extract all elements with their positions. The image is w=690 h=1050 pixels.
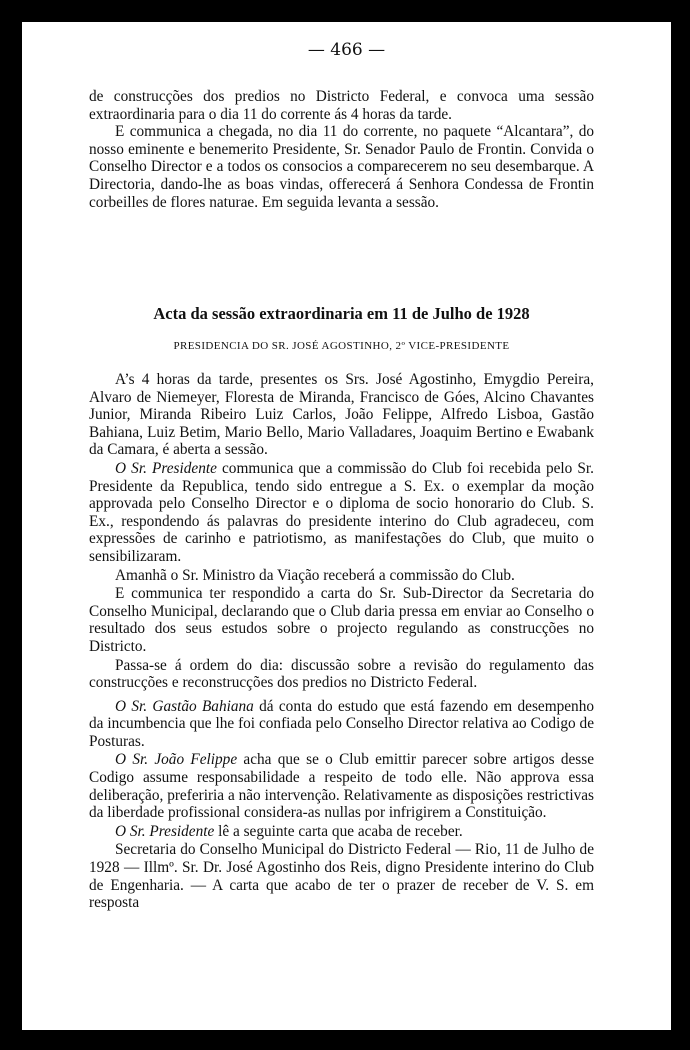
minutes-body bbox=[89, 371, 594, 913]
paragraph: E communica a chegada, no dia 11 do corrente, no paquete “Alcantara”, do nosso eminente e benemerito Presidente, Sr. Senador Paulo de Frontin. Convida o Conselho Director e a todos os consocios a comparecerem no seu desembarque. A Directoria, dando-lhe as boas vindas, offerecerá á Senhora Condessa de Frontin corbeilles de flores naturae. Em seguida levanta a sessão. bbox=[89, 123, 594, 211]
document-page bbox=[22, 22, 671, 1030]
paragraph: O Sr. João Felippe acha que se o Club emittir parecer sobre artigos desse Codigo assume responsabilidade a respeito de todo elle. Não approva essa deliberação, preferiria a não intervenção. Relativamente as disposições restrictivas da liberdade profissional considera-as nullas por infrigirem a Constituição. bbox=[89, 751, 594, 822]
paragraph: de construcções dos predios no Districto Federal, e convoca uma sessão extraordinaria para o dia 11 do corrente ás 4 horas da tarde. bbox=[89, 88, 594, 123]
paragraph: O Sr. Presidente lê a seguinte carta que acaba de receber. bbox=[115, 822, 463, 840]
paragraph: Amanhã o Sr. Ministro da Viação receberá a commissão do Club. bbox=[115, 566, 515, 584]
paragraph: O Sr. Gastão Bahiana dá conta do estudo que está fazendo em desempenho da incumbencia que lhe foi confiada pelo Conselho Director relativa ao Codigo de Posturas. bbox=[89, 697, 594, 750]
paragraph: E communica ter respondido a carta do Sr. Sub-Director da Secretaria do Conselho Municipal, declarando que o Club daria pressa em enviar ao Conselho o resultado dos seus estudos sobre o projecto regulando as construcções no Districto. bbox=[89, 585, 594, 655]
section-subtitle: PRESIDENCIA DO SR. JOSÉ AGOSTINHO, 2º VICE-PRESIDENTE bbox=[173, 340, 510, 352]
paragraph: O Sr. Presidente communica que a commissão do Club foi recebida pelo Sr. Presidente da Republica, tendo sido entregue a S. Ex. o exemplar da moção approvada pelo Conselho Director e o diploma de socio honorario do Club. S. Ex., respondendo ás palavras do presidente interino do Club agradeceu, com expressões de carinho e patriotismo, as manifestações do Club, que muito o sensibilizaram. bbox=[89, 459, 594, 565]
speaker: O Sr. Presidente bbox=[115, 459, 217, 477]
speaker: O Sr. Gastão Bahiana bbox=[115, 697, 254, 715]
previous-minutes-ending bbox=[89, 88, 594, 211]
page-number: — 466 — bbox=[307, 40, 386, 60]
paragraph: Secretaria do Conselho Municipal do Districto Federal — Rio, 11 de Julho de 1928 — Illmº. Sr. Dr. José Agostinho dos Reis, digno Presidente interino do Club de Engenharia. — A carta que acabo de ter o prazer de receber de V. S. em resposta bbox=[89, 841, 594, 912]
section-title: Acta da sessão extraordinaria em 11 de Julho de 1928 bbox=[153, 304, 530, 323]
paragraph: Passa-se á ordem do dia: discussão sobre a revisão do regulamento das construcções e reconstrucções dos predios no Districto Federal. bbox=[89, 656, 594, 692]
paragraph: A’s 4 horas da tarde, presentes os Srs. José Agostinho, Emygdio Pereira, Alvaro de Niemeyer, Floresta de Miranda, Francisco de Góes, Alcino Chavantes Junior, Miranda Ribeiro Luiz Carlos, João Felippe, Alfredo Lisboa, Gastão Bahiana, Luiz Betim, Mario Bello, Mario Valladares, Joaquim Bertino e Ewabank da Camara, é aberta a sessão. bbox=[89, 371, 594, 459]
speaker: O Sr. João Felippe bbox=[115, 751, 238, 769]
speaker: O Sr. Presidente bbox=[115, 822, 215, 840]
